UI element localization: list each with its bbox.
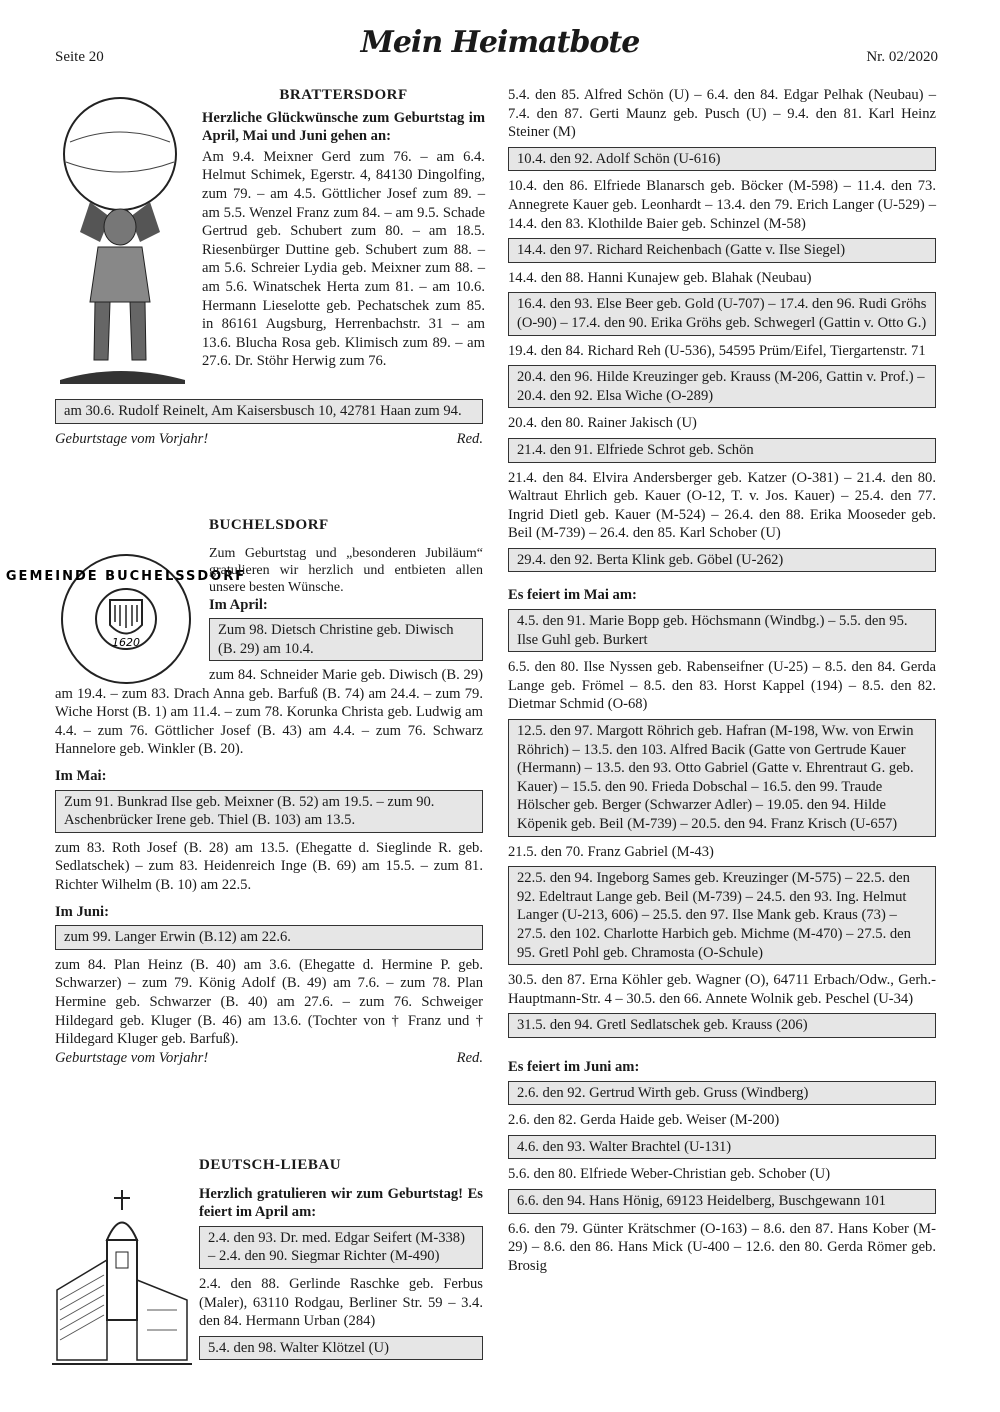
right-box-3: 16.4. den 93. Else Beer geb. Gold (U-707) – 17.4. den 96. Rudi Gröhs (O-90) – 17.4. den 90. Erika Gröhs geb. Schwegerl (Gattin v. Otto G.) <box>508 292 936 335</box>
may-head: Es feiert im Mai am: <box>508 587 637 604</box>
issue-number: Nr. 02/2020 <box>866 49 938 65</box>
brattersdorf-text: Am 9.4. Meixner Gerd zum 76. – am 6.4. Helmut Schimek, Egerstr. 4, 84130 Dingolfing, zum 79. – am 4.5. Göttlicher Josef zum 89. – am 5.5. Wenzel Franz zum 84. – am 9.5. Schade Gertrud geb. Schubert zum 80. – am 18.5. Riesenbürger Duttine geb. Schubert zum 88. – am 5.6. Schreier Lydia geb. Meixner zum 88. – am 5.6. Winatschek Herta zum 81. – am 10.6. Hermann Lieselotte geb. Pechatschek zum 85. in 86161 Augsburg, Herrenbachstr. 31 – am 13.6. Blucha Rosa geb. Klimisch zum 89. – am 27.6. Dr. Stöhr Herwig zum 76. <box>202 148 485 370</box>
deutsch-liebau-box-1: 2.4. den 93. Dr. med. Edgar Seifert (M-338) – 2.4. den 90. Siegmar Richter (M-490) <box>199 1226 483 1269</box>
right-text-12: 6.6. den 79. Günter Krätschmer (O-163) – 8.6. den 87. Hans Kober (M-29) – 8.6. den 86. Hans Mick (U-400 – 12.6. den 80. Gerda Römer geb. Brosig <box>508 1220 936 1274</box>
right-box-11: 2.6. den 92. Gertrud Wirth geb. Gruss (Windberg) <box>508 1081 936 1106</box>
buchelsdorf-text-may: zum 83. Roth Josef (B. 28) am 13.5. (Ehegatte d. Sieglinde R. geb. Sedlatschek) – zum 83. Heidenreich Inge (B. 69) am 15.5. – zum 81. Richter Wilhelm (B. 10) am 22.5. <box>55 839 483 893</box>
right-box-13: 6.6. den 94. Hans Hönig, 69123 Heidelberg, Buschgewann 101 <box>508 1189 936 1214</box>
buchelsdorf-may-head: Im Mai: <box>55 767 107 784</box>
buchelsdorf-box-april: Zum 98. Dietsch Christine geb. Diwisch (B. 29) am 10.4. <box>209 618 483 661</box>
right-text-11: 5.6. den 80. Elfriede Weber-Christian geb. Schober (U) <box>508 1166 831 1183</box>
right-box-8: 12.5. den 97. Margott Röhrich geb. Hafran (M-198, Ww. von Erwin Röhrich) – 13.5. den 103. Alfred Bacik (Gatte von Gertrude Kauer (Hermann) – 13.5. den 93. Otto Gabriel (Gatte v. Ehrentraut G. geb. Kauer) – 15.5. den 90. Frieda Dobschal – 16.5. den 99. Traude Hölscher geb. Berger (Schwarzer Adler) – 19.05. den 94. Hilde Köpenik geb. Beil (M-739) – 20.5. den 94. Franz Krisch (U-657) <box>508 719 936 837</box>
buchelsdorf-note: Geburtstage vom Vorjahr! <box>55 1049 209 1066</box>
buchelsdorf-text-april: zum 84. Schneider Marie geb. Diwisch (B. 29) am 19.4. – zum 83. Drach Anna geb. Barfuß (B. 74) am 24.4. – zum 79. Wiche Horst (B. 1) am 11.4. – zum 78. Korunka Christa geb. Ludwig am 4.4. – zum 76. Göttlicher Josef (B. 43) am 4.4. – zum 76. Schwarz Hannelore geb. Winkler (B. 20). <box>55 667 483 758</box>
buchelsdorf-intro: Zum Geburtstag und „besonderen Jubiläum“ gratulieren wir herzlich und entbieten allen unsere besten Wünsche. <box>209 545 483 595</box>
right-text-7: 6.5. den 80. Ilse Nyssen geb. Rabenseifner (U-25) – 8.5. den 84. Gerda Lange geb. Frömel – 8.5. den 83. Horst Kappel (194) – 8.5. den 82. Dietmar Schmid (O-68) <box>508 659 936 713</box>
page-number: Seite 20 <box>55 49 104 65</box>
deutsch-liebau-box-2: 5.4. den 98. Walter Klötzel (U) <box>199 1336 483 1361</box>
right-box-12: 4.6. den 93. Walter Brachtel (U-131) <box>508 1135 936 1160</box>
deutsch-liebau-text-1: 2.4. den 88. Gerlinde Raschke geb. Ferbus (Maler), 63110 Rodgau, Berliner Str. 59 – 3.4. den 84. Hermann Urban (284) <box>199 1275 483 1330</box>
buchelsdorf-text-june: zum 84. Plan Heinz (B. 40) am 3.6. (Ehegatte d. Hermine P. geb. Schwarzer) – zum 79. König Adolf (B. 49) am 7.6. – zum 78. Plan Hermine geb. Schwarzer (B. 40) am 27.6. – zum 76. Schweiger Hildegard geb. Kluger (B. 46) am 13.6. (Tochter von † Franz und † Hildegard Kluger geb. Barfuß). <box>55 956 483 1048</box>
seal-text: GEMEINDE BUCHELSSDORF <box>5 569 247 584</box>
right-box-7: 4.5. den 91. Marie Bopp geb. Höchsmann (Windbg.) – 5.5. den 95. Ilse Guhl geb. Burkert <box>508 609 936 652</box>
masthead-logo: Mein Heimatbote <box>360 25 640 60</box>
right-text-5: 20.4. den 80. Rainer Jakisch (U) <box>508 415 697 432</box>
right-text-4: 19.4. den 84. Richard Reh (U-536), 54595 Prüm/Eifel, Tiergartenstr. 71 <box>508 342 926 359</box>
section-title-buchelsdorf: BUCHELSDORF <box>209 517 329 533</box>
right-text-8: 21.5. den 70. Franz Gabriel (M-43) <box>508 843 714 860</box>
right-box-2: 14.4. den 97. Richard Reichenbach (Gatte v. Ilse Siegel) <box>508 238 936 263</box>
buchelsdorf-april-head: Im April: <box>209 596 268 613</box>
right-box-4: 20.4. den 96. Hilde Kreuzinger geb. Krauss (M-206, Gattin v. Prof.) – 20.4. den 92. Elsa Wiche (O-289) <box>508 365 936 408</box>
right-box-1: 10.4. den 92. Adolf Schön (U-616) <box>508 147 936 172</box>
right-box-5: 21.4. den 91. Elfriede Schrot geb. Schön <box>508 438 936 463</box>
section-title-deutsch-liebau: DEUTSCH-LIEBAU <box>199 1157 342 1173</box>
right-text-6: 21.4. den 84. Elvira Andersberger geb. Katzer (O-381) – 21.4. den 80. Waltraut Ehrlich geb. Kauer (O-12, T. v. Jos. Kauer) – 25.4. den 77. Ingrid Dietl geb. Kauer (M-524) – 26.4. den 88. Erika Mooseder geb. Beil (M-739) – 26.4. den 85. Karl Schober (U) <box>508 469 936 542</box>
brattersdorf-sign: Red. <box>456 430 483 447</box>
right-box-6: 29.4. den 92. Berta Klink geb. Göbel (U-262) <box>508 548 936 573</box>
buchelsdorf-box-may: Zum 91. Bunkrad Ilse geb. Meixner (B. 52) am 19.5. – zum 90. Aschenbrücker Irene geb. Thiel (B. 103) am 13.5. <box>55 790 483 833</box>
june-head: Es feiert im Juni am: <box>508 1058 640 1075</box>
right-text-1: 5.4. den 85. Alfred Schön (U) – 6.4. den 84. Edgar Pelhak (Neubau) – 7.4. den 87. Gerti Maunz geb. Pusch (U) – 9.4. den 81. Karl Heinz Steiner (M) <box>508 87 936 141</box>
buchelsdorf-box-june: zum 99. Langer Erwin (B.12) am 22.6. <box>55 925 483 950</box>
right-box-9: 22.5. den 94. Ingeborg Sames geb. Kreuzinger (M-575) – 22.5. den 92. Edeltraut Lange geb. Beil (M-739) – 24.5. den 93. Ing. Helmut Langer (U-213, 606) – 25.5. den 97. Ilse Mank geb. Kraus (73) – 27.5. den 102. Charlotte Harbich geb. Michme (M-470) – 27.5. den 95. Gretl Pohl geb. Chramosta (O-Schule) <box>508 866 936 965</box>
right-text-3: 14.4. den 88. Hanni Kunajew geb. Blahak (Neubau) <box>508 269 812 286</box>
buchelsdorf-sign: Red. <box>456 1049 483 1066</box>
brattersdorf-intro: Herzliche Glückwünsche zum Geburtstag im April, Mai und Juni gehen an: <box>202 109 485 145</box>
deutsch-liebau-intro: Herzlich gratulieren wir zum Geburtstag! Es feiert im April am: <box>199 1185 483 1221</box>
brattersdorf-highlight: am 30.6. Rudolf Reinelt, Am Kaisersbusch 10, 42781 Haan zum 94. <box>55 399 483 424</box>
right-text-9: 30.5. den 87. Erna Köhler geb. Wagner (O), 64711 Erbach/Odw., Gerh.-Hauptmann-Str. 4 – 30.5. den 66. Annete Wolnik geb. Peschel (U-34) <box>508 972 936 1007</box>
seal-year: 1620 <box>112 636 140 649</box>
church-illustration <box>52 1190 192 1368</box>
atlas-statue-illustration <box>50 92 192 388</box>
buchelsdorf-june-head: Im Juni: <box>55 903 109 920</box>
brattersdorf-note: Geburtstage vom Vorjahr! <box>55 430 209 447</box>
right-text-2: 10.4. den 86. Elfriede Blanarsch geb. Böcker (M-598) – 11.4. den 73. Annegrete Kauer geb. Leonhardt – 13.4. den 79. Erich Langer (U-529) – 14.4. den 83. Klothilde Baier geb. Schinzel (M-58) <box>508 178 936 232</box>
section-title-brattersdorf: BRATTERSDORF <box>279 87 408 103</box>
right-box-10: 31.5. den 94. Gretl Sedlatschek geb. Krauss (206) <box>508 1013 936 1038</box>
right-text-10: 2.6. den 82. Gerda Haide geb. Weiser (M-200) <box>508 1112 780 1129</box>
